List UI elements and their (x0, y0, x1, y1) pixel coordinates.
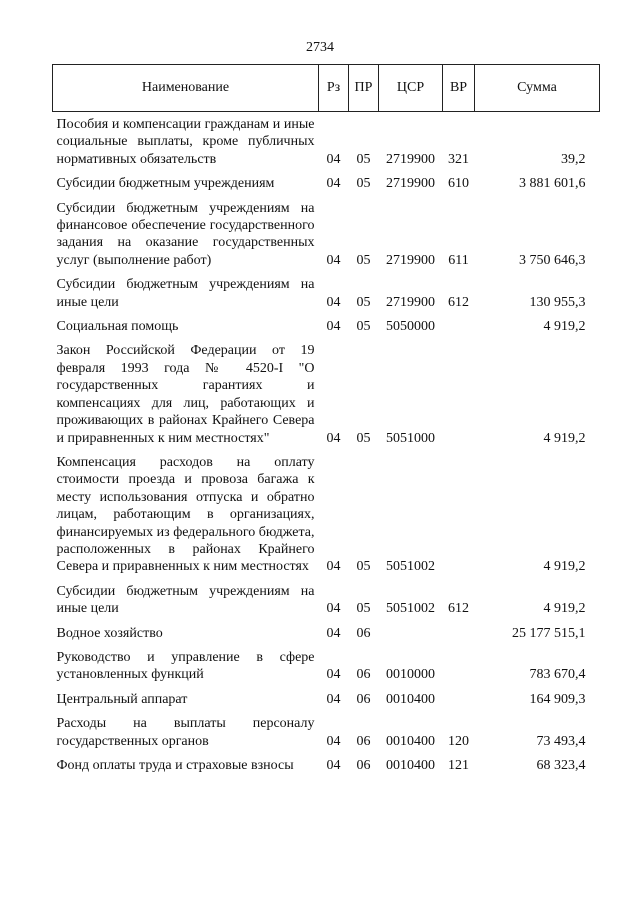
cell-sum: 4 919,2 (543, 601, 586, 617)
cell-pr: 06 (356, 667, 371, 683)
cell-sum: 783 670,4 (529, 667, 586, 683)
cell-name: Субсидии бюджетным учреждениям на финансовое обеспечение государственного задания на оказание государственных услуг (выполнение работ) (56, 200, 315, 268)
cell-csr: 0010400 (386, 733, 435, 749)
cell-pr: 06 (356, 758, 371, 773)
cell-pr: 05 (356, 559, 371, 575)
cell-pr: 05 (356, 430, 371, 446)
cell-rz: 04 (326, 559, 341, 575)
cell-csr: 0010000 (386, 667, 435, 683)
cell-rz: 04 (326, 430, 341, 446)
table-row (53, 753, 600, 777)
cell-csr: 2719900 (386, 294, 435, 310)
cell-pr: 06 (356, 691, 371, 707)
cell-pr: 05 (356, 252, 371, 268)
cell-csr: 5051002 (386, 601, 435, 617)
cell-sum: 4 919,2 (543, 559, 586, 575)
cell-sum: 130 955,3 (529, 294, 586, 310)
table-row (53, 645, 600, 687)
cell-csr: 2719900 (386, 176, 435, 192)
cell-sum: 68 323,4 (536, 758, 586, 773)
cell-name: Фонд оплаты труда и страховые взносы (56, 758, 294, 773)
cell-rz: 04 (326, 625, 341, 641)
cell-vr: 120 (448, 733, 469, 749)
cell-rz: 04 (326, 252, 341, 268)
cell-vr (443, 314, 475, 338)
header-name: Наименование (53, 65, 319, 112)
cell-name: Субсидии бюджетным учреждениям на иные цели (56, 277, 315, 310)
cell-vr: 121 (448, 758, 469, 773)
cell-sum: 39,2 (561, 151, 586, 167)
cell-sum: 3 881 601,6 (519, 176, 586, 192)
header-rz: Рз (319, 65, 349, 112)
cell-name: Субсидии бюджетным учреждениям на иные цели (56, 583, 315, 617)
table-row (53, 314, 600, 338)
table-body (53, 112, 600, 778)
cell-name: Закон Российской Федерации от 19 февраля 1993 года № 4520-I "О государственных гарантиях и компенсациях для лиц, работающих и проживающих в районах Крайнего Севера и приравненных к ним местностях" (56, 343, 315, 446)
cell-csr: 5051002 (386, 559, 435, 575)
table-row (53, 338, 600, 449)
cell-vr (443, 687, 475, 711)
cell-vr (443, 645, 475, 687)
cell-rz: 04 (326, 151, 341, 167)
cell-csr: 2719900 (386, 151, 435, 167)
cell-csr: 5050000 (386, 319, 435, 335)
cell-sum: 73 493,4 (536, 733, 586, 749)
table-row (53, 450, 600, 579)
table-row (53, 112, 600, 172)
table-row (53, 579, 600, 621)
cell-rz: 04 (326, 691, 341, 707)
cell-rz: 04 (326, 667, 341, 683)
cell-pr: 06 (356, 625, 371, 641)
table-row (53, 687, 600, 711)
cell-pr: 05 (356, 294, 371, 310)
cell-sum: 164 909,3 (529, 691, 586, 707)
cell-vr: 611 (448, 252, 469, 268)
cell-sum: 4 919,2 (543, 319, 586, 335)
cell-name: Компенсация расходов на оплату стоимости проезда и провоза багажа к месту использования отпуска и обратно лицам, работающим в организациях, финансируемых из федерального бюджета, расположенных в районах Крайнего Севера и приравненных к ним местностях (56, 454, 315, 575)
cell-rz: 04 (326, 294, 341, 310)
cell-pr: 05 (356, 176, 371, 192)
cell-name: Руководство и управление в сфере установленных функций (56, 649, 315, 683)
cell-name: Субсидии бюджетным учреждениям (56, 176, 275, 192)
cell-csr: 0010400 (386, 758, 435, 773)
budget-table (52, 64, 600, 777)
cell-name: Центральный аппарат (56, 691, 188, 707)
page-number: 2734 (306, 40, 334, 55)
cell-rz: 04 (326, 733, 341, 749)
cell-rz: 04 (326, 319, 341, 335)
cell-pr: 05 (356, 319, 371, 335)
table-row (53, 711, 600, 753)
cell-name: Пособия и компенсации гражданам и иные социальные выплаты, кроме публичных нормативных обязательств (56, 117, 315, 167)
cell-vr (443, 621, 475, 645)
cell-vr: 321 (448, 151, 469, 167)
table-row (53, 272, 600, 314)
cell-csr (379, 621, 443, 645)
cell-vr (443, 450, 475, 579)
header-pr: ПР (349, 65, 379, 112)
table-header (53, 65, 600, 112)
cell-rz: 04 (326, 601, 341, 617)
cell-vr: 610 (448, 176, 469, 192)
header-sum: Сумма (475, 65, 600, 112)
cell-pr: 05 (356, 601, 371, 617)
cell-pr: 05 (356, 151, 371, 167)
cell-sum: 25 177 515,1 (512, 625, 586, 641)
cell-rz: 04 (326, 758, 341, 773)
cell-sum: 4 919,2 (543, 430, 586, 446)
cell-vr: 612 (448, 601, 469, 617)
cell-name: Социальная помощь (56, 319, 179, 335)
table-row (53, 196, 600, 273)
header-vr: ВР (443, 65, 475, 112)
cell-csr: 2719900 (386, 252, 435, 268)
cell-vr (443, 338, 475, 449)
cell-name: Водное хозяйство (56, 625, 163, 641)
cell-csr: 0010400 (386, 691, 435, 707)
cell-csr: 5051000 (386, 430, 435, 446)
header-csr: ЦСР (379, 65, 443, 112)
cell-vr: 612 (448, 294, 469, 310)
table-row (53, 621, 600, 645)
table-row (53, 171, 600, 195)
cell-rz: 04 (326, 176, 341, 192)
cell-name: Расходы на выплаты персоналу государственных органов (56, 716, 315, 749)
cell-pr: 06 (356, 733, 371, 749)
cell-sum: 3 750 646,3 (519, 252, 586, 268)
